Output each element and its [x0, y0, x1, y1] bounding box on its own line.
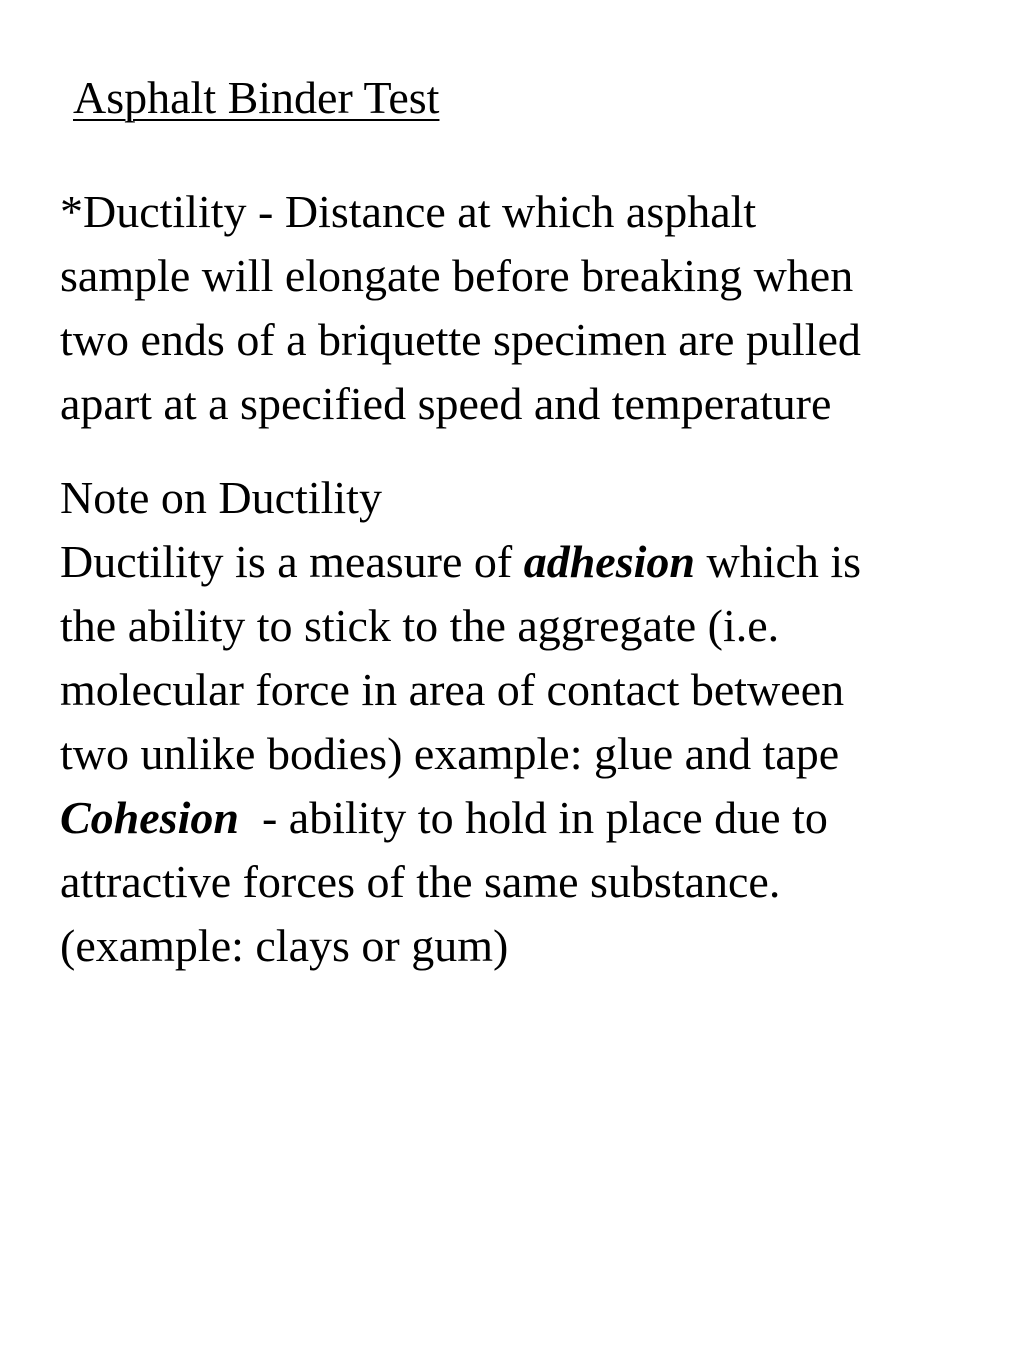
definition-line: sample will elongate before breaking when — [60, 250, 854, 301]
definition-line: *Ductility - Distance at which asphalt — [60, 186, 757, 237]
slide-title: Asphalt Binder Test — [73, 72, 440, 123]
note-line: attractive forces of the same substance. — [60, 856, 781, 907]
cohesion-term: Cohesion — [60, 792, 239, 843]
note-line: two unlike bodies) example: glue and tape — [60, 728, 840, 779]
ductility-note — [60, 466, 1000, 978]
note-line: molecular force in area of contact between — [60, 664, 845, 715]
note-line — [60, 786, 1000, 850]
note-text: Ductility is a measure of — [60, 536, 524, 587]
note-line: (example: clays or gum) — [60, 920, 509, 971]
note-line — [60, 530, 1000, 594]
note-text: - ability to hold in place due to — [238, 792, 828, 843]
note-line: the ability to stick to the aggregate (i.e. — [60, 600, 780, 651]
note-heading: Note on Ductility — [60, 472, 382, 523]
definition-line: apart at a specified speed and temperature — [60, 378, 832, 429]
definition-line: two ends of a briquette specimen are pulled — [60, 314, 861, 365]
adhesion-term: adhesion — [523, 536, 695, 587]
ductility-definition — [60, 180, 1000, 436]
note-text: which is — [694, 536, 862, 587]
